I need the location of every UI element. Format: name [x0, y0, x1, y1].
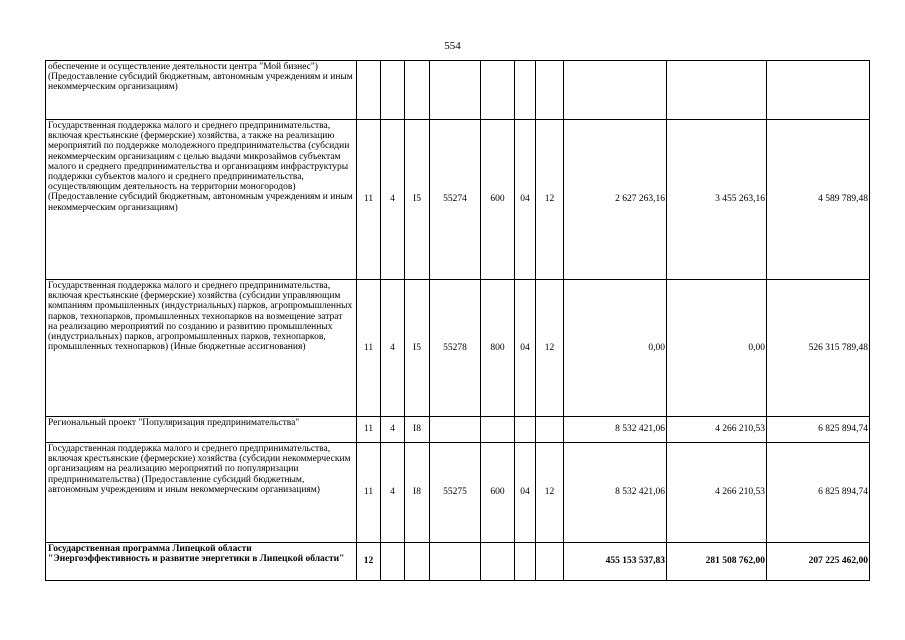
code-cell: 55278: [430, 280, 481, 417]
code-cell: [405, 61, 430, 120]
table-row: [46, 61, 870, 120]
code-cell: 11: [357, 120, 381, 280]
code-cell: 12: [536, 443, 564, 543]
value-cell: 455 153 537,83: [564, 543, 667, 581]
code-cell: 11: [357, 280, 381, 417]
code-cell: [481, 543, 515, 581]
code-cell: 4: [381, 417, 405, 443]
value-cell: 6 825 894,74: [767, 417, 870, 443]
code-cell: [481, 61, 515, 120]
code-cell: [536, 61, 564, 120]
table-row-total: [46, 543, 870, 581]
value-cell: 4 266 210,53: [667, 417, 767, 443]
code-cell: I5: [405, 280, 430, 417]
value-cell: 526 315 789,48: [767, 280, 870, 417]
code-cell: 04: [515, 120, 536, 280]
code-cell: [536, 417, 564, 443]
code-cell: [430, 543, 481, 581]
code-cell: [536, 543, 564, 581]
value-cell: 3 455 263,16: [667, 120, 767, 280]
page-number: 554: [444, 40, 461, 52]
code-cell: 04: [515, 443, 536, 543]
code-cell: [515, 61, 536, 120]
value-cell: 2 627 263,16: [564, 120, 667, 280]
table-row: [46, 443, 870, 543]
code-cell: [381, 61, 405, 120]
value-cell: 281 508 762,00: [667, 543, 767, 581]
value-cell: 8 532 421,06: [564, 417, 667, 443]
code-cell: 4: [381, 120, 405, 280]
value-cell: 207 225 462,00: [767, 543, 870, 581]
code-cell: 600: [481, 120, 515, 280]
code-cell: I5: [405, 120, 430, 280]
row-name: Государственная поддержка малого и среднего предпринимательства, включая крестьянские (фермерские) хозяйства (субсидии управляющим компаниям промышленных (индустриальных) парков, агропромышленных парков, технопарков, промышленных технопарков на возмещение затрат на реализацию мероприятий по созданию и развитию промышленных (индустриальных) парков, агропромышленных парков, технопарков, промышленных технопарков) (Иные бюджетные ассигнования): [46, 280, 357, 417]
code-cell: [381, 543, 405, 581]
code-cell: 600: [481, 443, 515, 543]
value-cell: 6 825 894,74: [767, 443, 870, 543]
code-cell: I8: [405, 443, 430, 543]
code-cell: 4: [381, 443, 405, 543]
row-name: Государственная поддержка малого и среднего предпринимательства, включая крестьянские (фермерские) хозяйства, а также на реализацию мероприятий по поддержке молодежного предпринимательства (субсидии некоммерческим организациям с целью выдачи микрозаймов субъектам малого и среднего предпринимательства и организациям инфраструктуры поддержки субъектов малого и среднего предпринимательства, осуществляющим деятельность на территории моногородов) (Предоставление субсидий бюджетным, автономным учреждениям и иным некоммерческим организациям): [46, 120, 357, 280]
value-cell: [667, 61, 767, 120]
code-cell: 12: [536, 280, 564, 417]
code-cell: 04: [515, 280, 536, 417]
code-cell: I8: [405, 417, 430, 443]
value-cell: 4 589 789,48: [767, 120, 870, 280]
value-cell: [564, 61, 667, 120]
row-name: обеспечение и осуществление деятельности центра "Мой бизнес") (Предоставление субсидий бюджетным, автономным учреждениям и иным некоммерческим организациям): [46, 61, 357, 120]
code-cell: 800: [481, 280, 515, 417]
budget-table: [45, 60, 870, 581]
code-cell: [430, 61, 481, 120]
code-cell: 55275: [430, 443, 481, 543]
value-cell: [767, 61, 870, 120]
row-name: Государственная поддержка малого и среднего предпринимательства, включая крестьянские (фермерские) хозяйства (субсидии некоммерческим организациям на реализацию мероприятий по популяризации предпринимательства) (Предоставление субсидий бюджетным, автономным учреждениям и иным некоммерческим организациям): [46, 443, 357, 543]
value-cell: 4 266 210,53: [667, 443, 767, 543]
value-cell: 0,00: [564, 280, 667, 417]
code-cell: 4: [381, 280, 405, 417]
code-cell: 12: [536, 120, 564, 280]
code-cell: [481, 417, 515, 443]
code-cell: [405, 543, 430, 581]
table-row: [46, 120, 870, 280]
code-cell: [515, 417, 536, 443]
code-cell: [357, 61, 381, 120]
code-cell: 11: [357, 417, 381, 443]
table-row: [46, 280, 870, 417]
table-row: [46, 417, 870, 443]
code-cell: [430, 417, 481, 443]
value-cell: 8 532 421,06: [564, 443, 667, 543]
code-cell: 55274: [430, 120, 481, 280]
code-cell: [515, 543, 536, 581]
value-cell: 0,00: [667, 280, 767, 417]
row-name: Региональный проект "Популяризация предпринимательства": [46, 417, 357, 443]
code-cell: 11: [357, 443, 381, 543]
code-cell: 12: [357, 543, 381, 581]
row-name: Государственная программа Липецкой области "Энергоэффективность и развитие энергетики в Липецкой области": [46, 543, 357, 581]
